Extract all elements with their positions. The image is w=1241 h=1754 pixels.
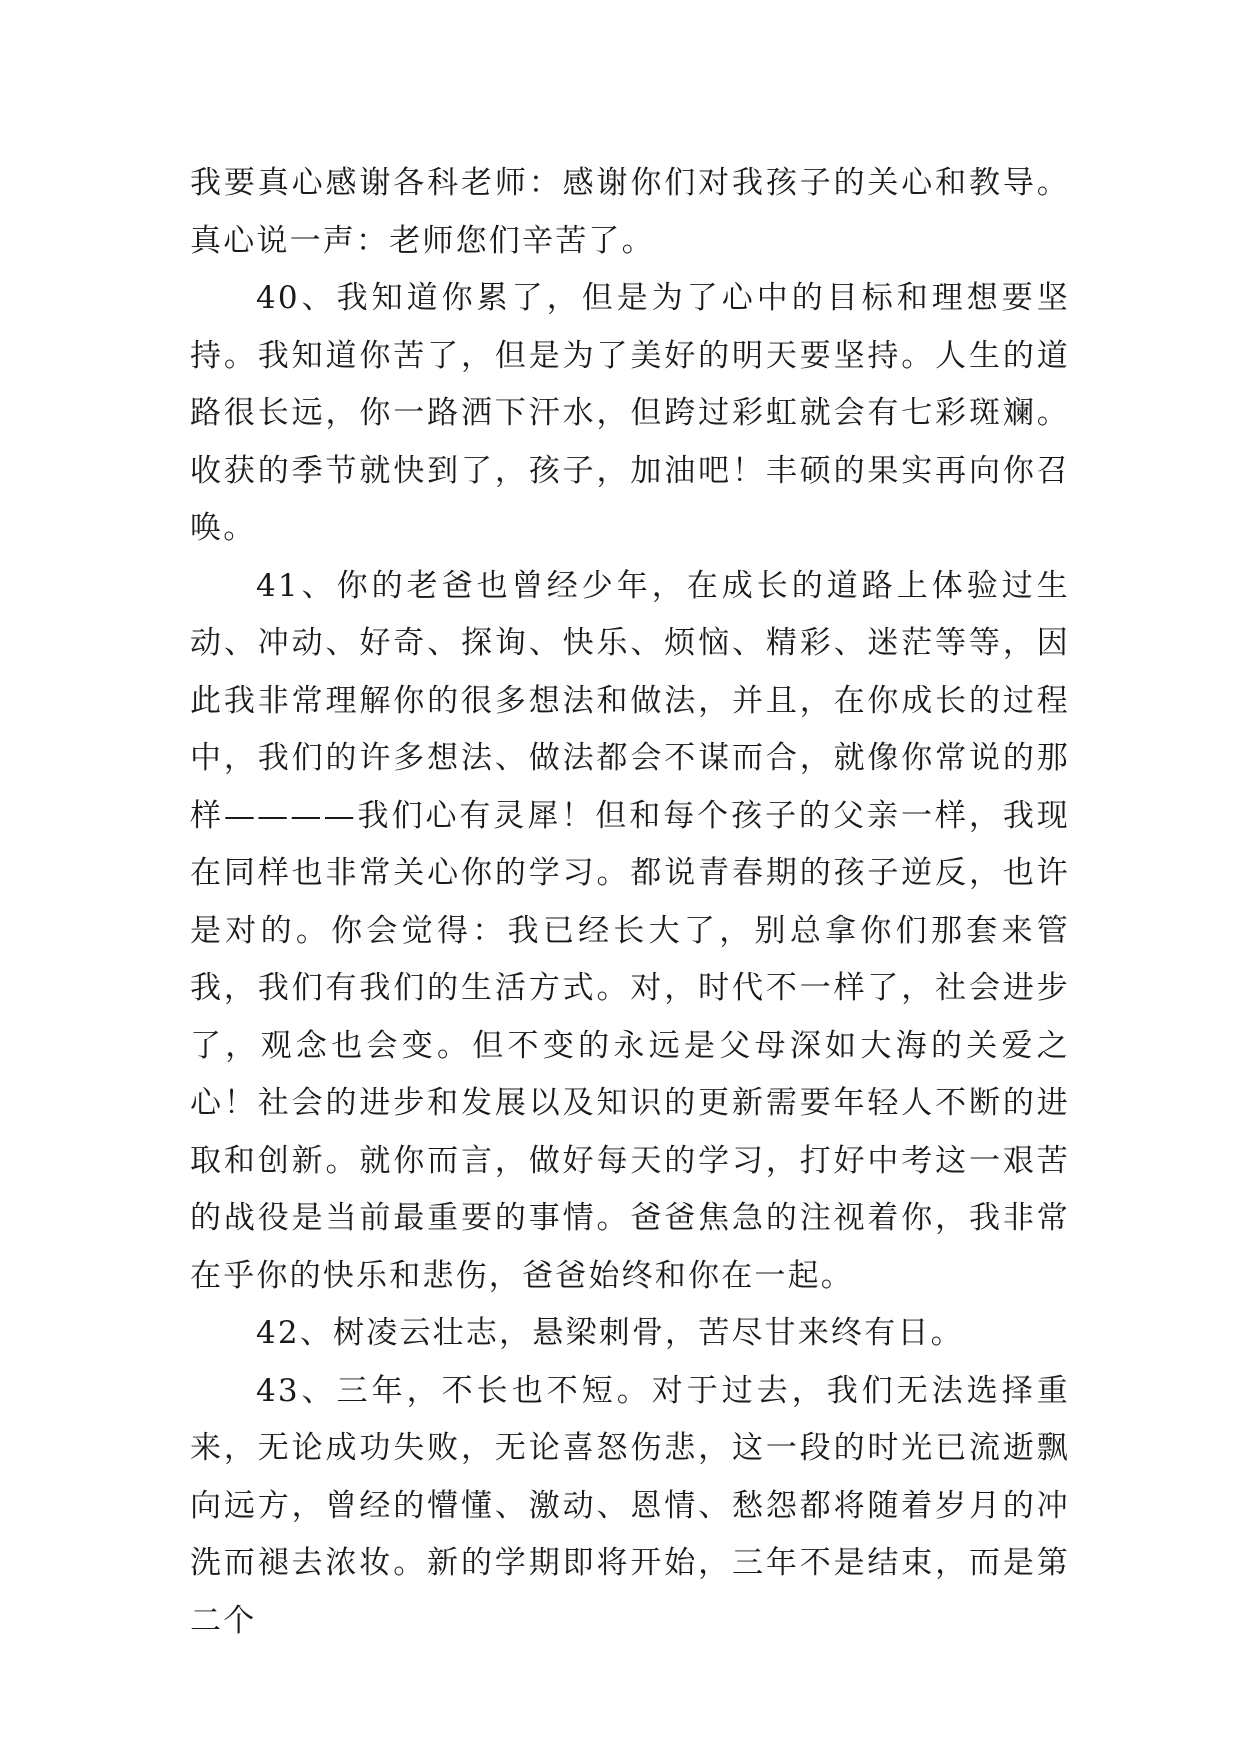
paragraph-42: 42、树凌云壮志，悬梁刺骨，苦尽甘来终有日。 [256, 1315, 964, 1351]
paragraph-43: 43、三年，不长也不短。对于过去，我们无法选择重来，无论成功失败，无论喜怒伤悲，这一段的时光已流逝飘向远方，曾经的懵懂、激动、恩情、愁怨都将随着岁月的冲洗而褪去浓妆。新的学期即将开始，三年不是结束，而是第二个 [190, 1372, 1070, 1639]
document-body [190, 155, 1070, 1650]
paragraph-39-continued: 我要真心感谢各科老师：感谢你们对我孩子的关心和教导。真心说一声：老师您们辛苦了。 [190, 165, 1070, 259]
paragraph-40: 40、我知道你累了，但是为了心中的目标和理想要坚持。我知道你苦了，但是为了美好的明天要坚持。人生的道路很长远，你一路洒下汗水，但跨过彩虹就会有七彩斑斓。收获的季节就快到了，孩子，加油吧！丰硕的果实再向你召唤。 [190, 280, 1070, 546]
paragraph-41: 41、你的老爸也曾经少年，在成长的道路上体验过生动、冲动、好奇、探询、快乐、烦恼、精彩、迷茫等等，因此我非常理解你的很多想法和做法，并且，在你成长的过程中，我们的许多想法、做法都会不谋而合，就像你常说的那样————我们心有灵犀！但和每个孩子的父亲一样，我现在同样也非常关心你的学习。都说青春期的孩子逆反，也许是对的。你会觉得：我已经长大了，别总拿你们那套来管我，我们有我们的生活方式。对，时代不一样了，社会进步了，观念也会变。但不变的永远是父母深如大海的关爱之心！社会的进步和发展以及知识的更新需要年轻人不断的进取和创新。就你而言，做好每天的学习，打好中考这一艰苦的战役是当前最重要的事情。爸爸焦急的注视着你，我非常在乎你的快乐和悲伤，爸爸始终和你在一起。 [190, 567, 1070, 1294]
